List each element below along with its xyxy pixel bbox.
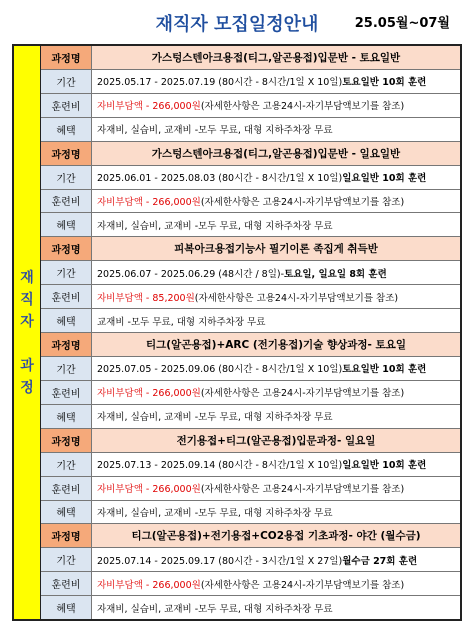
fee-amount: 자비부담액 - 266,000원 [97,101,201,113]
fee-label: 훈련비 [41,572,92,595]
period-dates: 2025.07.05 - 2025.09.06 (80시간 - 8시간/1일 X 10일) [97,364,343,376]
course-benefit: 자재비, 실습비, 교재비 -모두 무료, 대형 지하주차장 무료 [97,220,333,232]
period-label: 기간 [41,70,92,93]
course-benefit-row [41,309,460,333]
fee-label: 훈련비 [41,477,92,500]
course-benefit-row [41,118,460,142]
period-label: 기간 [41,166,92,189]
benefit-label: 혜택 [41,309,92,332]
fee-label: 훈련비 [41,190,92,213]
course-period [92,166,460,189]
course-fee-row [41,381,460,405]
course-header-row [41,524,460,548]
course-period [92,70,460,93]
fee-note: (자세한사항은 고용24시-자기부담액보기를 참조) [200,579,405,591]
course-period [92,453,460,476]
fee-amount: 자비부담액 - 266,000원 [97,579,201,591]
course-period [92,261,460,284]
course-name: 피복아크용접기능사 필기이론 족집게 취득반 [92,237,460,260]
course-header-row [41,429,460,453]
course-benefit: 자재비, 실습비, 교재비 -모두 무료, 대형 지하주차장 무료 [97,125,333,137]
course-period-row [41,357,460,381]
course-fee [92,477,460,500]
period-label: 기간 [41,261,92,284]
course-name-label: 과정명 [41,524,92,547]
benefit-label: 혜택 [41,405,92,428]
fee-label: 훈련비 [41,381,92,404]
course-header-row [41,237,460,261]
fee-note: (자세한사항은 고용24시-자기부담액보기를 참조) [200,196,405,208]
period-schedule: 토요일, 일요일 8회 훈련 [284,268,387,280]
fee-label: 훈련비 [41,285,92,308]
benefit-label: 혜택 [41,213,92,236]
course-fee [92,190,460,213]
course-benefit: 자재비, 실습비, 교재비 -모두 무료, 대형 지하주차장 무료 [97,412,333,424]
period-schedule: 토요일반 10회 훈련 [342,364,427,376]
course-fee [92,572,460,595]
course-name-label: 과정명 [41,429,92,452]
course-fee [92,285,460,308]
fee-label: 훈련비 [41,94,92,117]
course-benefit-row [41,405,460,429]
page-header [0,0,474,44]
benefit-label: 혜택 [41,118,92,141]
course-period [92,548,460,571]
course-header-row [41,333,460,357]
course-period-row [41,453,460,477]
fee-note: (자세한사항은 고용24시-자기부담액보기를 참조) [200,388,405,400]
period-dates: 2025.05.17 - 2025.07.19 (80시간 - 8시간/1일 X 10일) [97,77,343,89]
period-dates: 2025.06.07 - 2025.06.29 (48시간 / 8일)- [97,268,285,280]
period-label: 기간 [41,453,92,476]
fee-amount: 자비부담액 - 266,000원 [97,388,201,400]
fee-amount: 자비부담액 - 266,000원 [97,196,201,208]
period-schedule: 월수금 27회 훈련 [342,555,418,567]
course-benefit-row [41,213,460,237]
course-name-label: 과정명 [41,46,92,69]
course-fee-row [41,94,460,118]
course-grid [41,46,460,619]
period-schedule: 토요일반 10회 훈련 [342,77,427,89]
course-name: 가스텅스텐아크용접(티그,알곤용접)입문반 - 일요일반 [92,142,460,165]
course-fee-row [41,285,460,309]
course-name: 전기용접+티그(알곤용접)입문과정- 일요일 [92,429,460,452]
period-label: 기간 [41,357,92,380]
course-benefit: 교재비 -모두 무료, 대형 지하주차장 무료 [97,316,266,328]
schedule-table [12,44,462,621]
benefit-label: 혜택 [41,596,92,619]
course-period-row [41,70,460,94]
course-benefit-row [41,596,460,619]
course-name-label: 과정명 [41,237,92,260]
course-fee-row [41,572,460,596]
side-category-label: 재 직 자 과 정 [20,269,34,396]
period-dates: 2025.07.14 - 2025.09.17 (80시간 - 3시간/1일 X 27일) [97,555,343,567]
course-name-label: 과정명 [41,333,92,356]
course-name: 티그(알곤용접)+ARC (전기용접)기술 향상과정- 토요일 [92,333,460,356]
period-dates: 2025.06.01 - 2025.08.03 (80시간 - 8시간/1일 X 10일) [97,173,343,185]
course-name-label: 과정명 [41,142,92,165]
course-fee-row [41,477,460,501]
course-name: 가스텅스텐아크용접(티그,알곤용접)입문반 - 토요일반 [92,46,460,69]
benefit-label: 혜택 [41,501,92,524]
course-period-row [41,548,460,572]
course-name: 티그(알곤용접)+전기용접+CO2용접 기초과정- 야간 (월수금) [92,524,460,547]
course-header-row [41,142,460,166]
fee-note: (자세한사항은 고용24시-자기부담액보기를 참조) [200,101,405,113]
course-benefit: 자재비, 실습비, 교재비 -모두 무료, 대형 지하주차장 무료 [97,507,333,519]
period-label: 기간 [41,548,92,571]
schedule-period: 25.05월~07월 [354,16,450,31]
course-period-row [41,261,460,285]
course-fee [92,381,460,404]
fee-amount: 자비부담액 - 85,200원 [97,292,195,304]
period-schedule: 일요일반 10회 훈련 [342,460,427,472]
period-schedule: 일요일반 10회 훈련 [342,173,427,185]
period-dates: 2025.07.13 - 2025.09.14 (80시간 - 8시간/1일 X 10일) [97,460,343,472]
course-period-row [41,166,460,190]
fee-amount: 자비부담액 - 266,000원 [97,484,201,496]
side-category [14,46,41,619]
course-benefit-row [41,501,460,525]
page-title: 재직자 모집일정안내 [155,14,319,35]
course-period [92,357,460,380]
fee-note: (자세한사항은 고용24시-자기부담액보기를 참조) [200,484,405,496]
fee-note: (자세한사항은 고용24시-자기부담액보기를 참조) [194,292,399,304]
course-benefit: 자재비, 실습비, 교재비 -모두 무료, 대형 지하주차장 무료 [97,603,333,615]
course-header-row [41,46,460,70]
course-fee [92,94,460,117]
course-fee-row [41,190,460,214]
